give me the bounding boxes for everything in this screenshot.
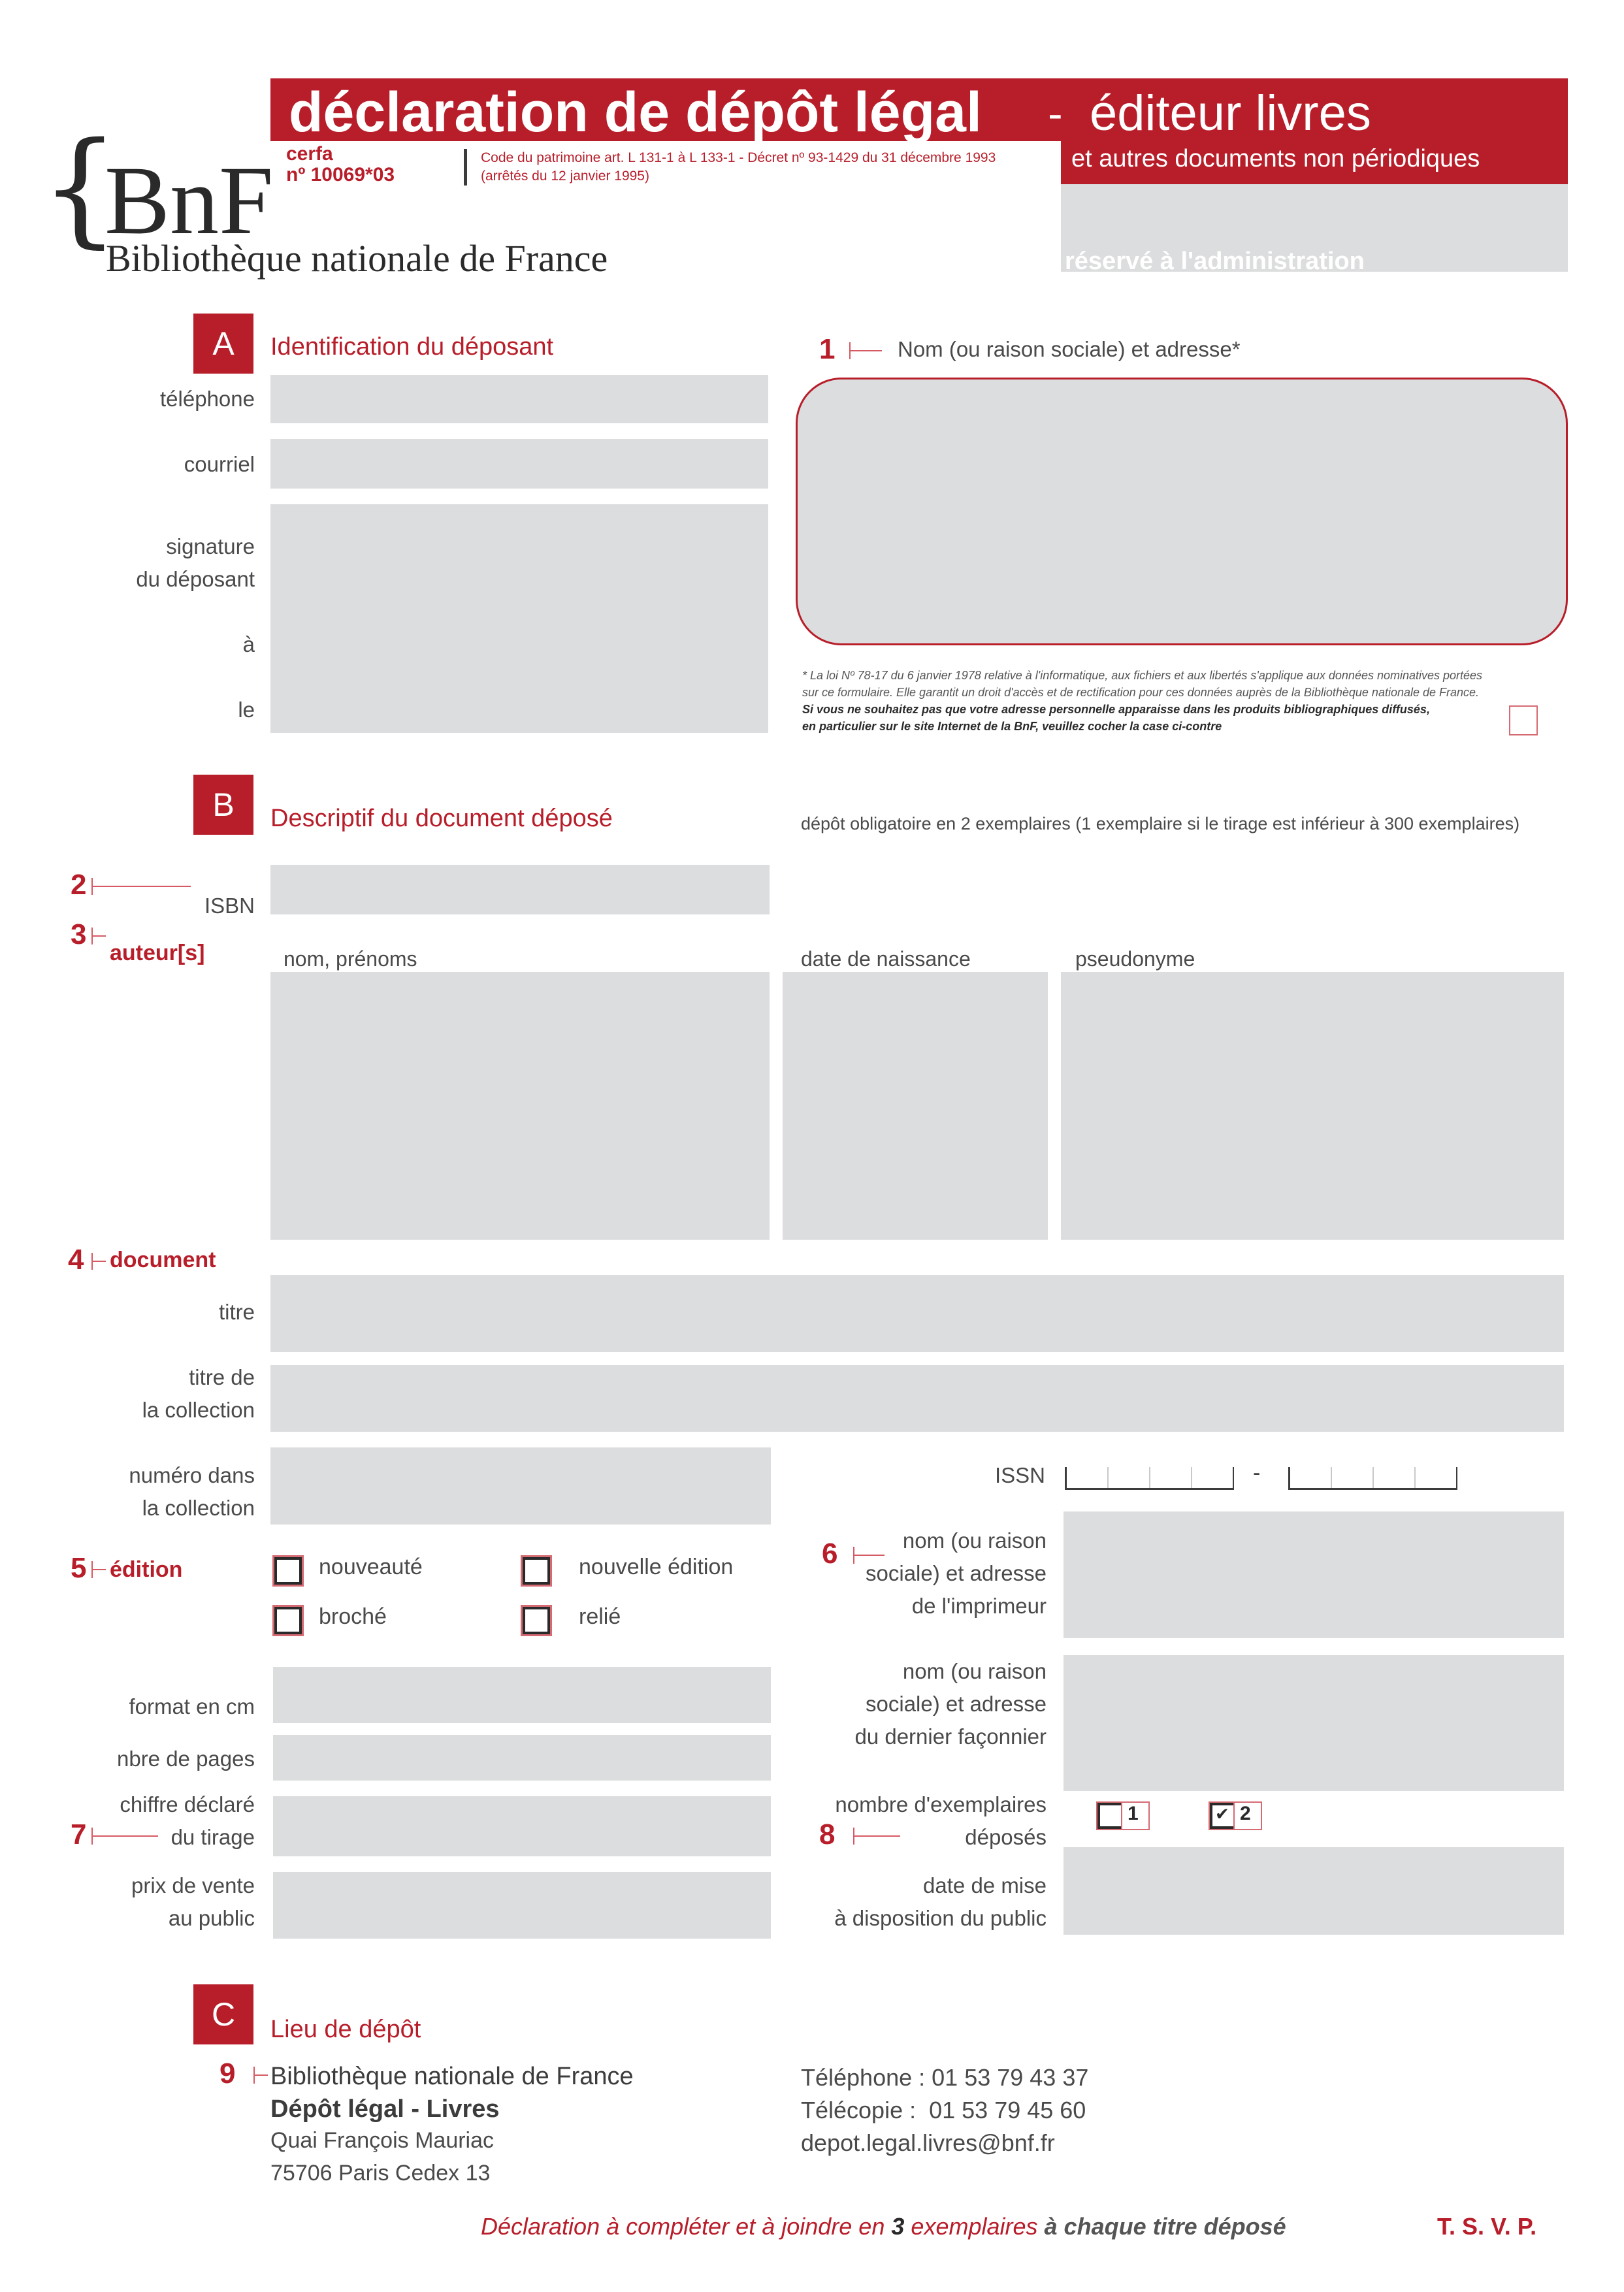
deposit-address-line4: 75706 Paris Cedex 13 [270,2161,491,2186]
copies-option-2-label: 2 [1240,1803,1251,1824]
pages-label: nbre de pages [116,1747,255,1771]
author-name-field[interactable] [270,972,770,1240]
copies-option-1-checkbox[interactable] [1097,1803,1124,1829]
privacy-footnote-4: en particulier sur le site Internet de la BnF, veuillez cocher la case ci-contre [802,720,1222,733]
printer-label-2: sociale) et adresse [866,1561,1047,1585]
isbn-field[interactable] [270,865,770,914]
cerfa-number: nº 10069*03 [286,164,395,186]
form-title: déclaration de dépôt légal [289,81,982,144]
item-7-marker [91,1835,158,1837]
paperback-label: broché [319,1604,387,1629]
privacy-footnote-2: sur ce formulaire. Elle garantit un droit d'accès et de rectification pour ces données auprès de la Bibliothèque nationale de France. [802,686,1480,699]
author-name-header: nom, prénoms [284,947,417,971]
item-5-marker [91,1569,106,1570]
printer-label-1: nom (ou raison [902,1528,1047,1553]
section-a-title: Identification du déposant [270,333,554,361]
section-a-badge: A [193,314,253,374]
authors-label: auteur[s] [110,941,205,965]
deposit-address-line3: Quai François Mauriac [270,2128,495,2153]
item-5-number: 5 [71,1552,87,1584]
legal-code-line2: (arrêtés du 12 janvier 1995) [481,169,649,184]
item-1-marker [849,350,882,351]
deposit-address-line1: Bibliothèque nationale de France [270,2063,634,2090]
price-field[interactable] [273,1872,771,1939]
copies-label-2: déposés [965,1825,1047,1849]
legal-code-line1: Code du patrimoine art. L 131-1 à L 133-1 - Décret nº 93-1429 du 31 décembre 1993 [481,150,996,165]
collection-title-label-1: titre de [189,1365,255,1389]
email-label: courriel [184,452,255,476]
print-run-label-1: chiffre déclaré [120,1792,255,1816]
bound-label: relié [579,1604,621,1629]
place-label: à [242,632,255,656]
item-2-number: 2 [71,869,87,901]
author-birth-header: date de naissance [801,947,971,971]
title-label: titre [218,1300,255,1324]
cerfa-divider [464,149,467,186]
section-b-title: Descriptif du document déposé [270,805,613,832]
new-title-label: nouveauté [319,1555,423,1579]
author-pseudonym-field[interactable] [1061,972,1564,1240]
admin-reserved-label: réservé à l'administration [1065,248,1365,275]
price-label-1: prix de vente [131,1873,255,1897]
printer-label-3: de l'imprimeur [911,1594,1047,1618]
footer-note-part2: exemplaires [911,2213,1038,2240]
logo-acronym: BnF [105,146,274,255]
document-label: document [110,1248,216,1272]
deposit-requirement-note: dépôt obligatoire en 2 exemplaires (1 exemplaire si le tirage est inférieur à 300 exemplaires) [801,814,1520,833]
collection-title-field[interactable] [270,1365,1564,1432]
deposit-address-line2: Dépôt légal - Livres [270,2095,500,2123]
release-date-field[interactable] [1064,1847,1564,1935]
binder-label-2: sociale) et adresse [866,1692,1047,1716]
form-title-sub2: et autres documents non périodiques [1071,145,1480,172]
edition-label: édition [110,1557,183,1582]
item-9-marker [253,2074,268,2076]
item-8-marker [853,1835,900,1837]
section-c-title: Lieu de dépôt [270,2016,421,2043]
depositor-name-address-field[interactable] [796,378,1568,645]
footer-note [481,2213,1286,2240]
binder-label-3: du dernier façonnier [854,1724,1047,1749]
title-field[interactable] [270,1275,1564,1352]
footer-note-count: 3 [891,2213,905,2240]
collection-number-label-2: la collection [142,1496,255,1520]
price-label-2: au public [168,1906,255,1930]
item-4-number: 4 [68,1244,84,1276]
item-3-marker [91,935,106,937]
item-1-number: 1 [819,333,836,365]
privacy-footnote-3: Si vous ne souhaitez pas que votre adresse personnelle apparaisse dans les produits bibliographiques diffusés, [802,703,1430,716]
format-field[interactable] [273,1667,771,1723]
logo-brace: { [41,116,120,260]
release-label-2: à disposition du public [834,1906,1047,1930]
form-title-sub: éditeur livres [1090,86,1371,141]
telephone-label: téléphone [160,387,255,411]
privacy-opt-out-checkbox[interactable] [1509,705,1538,735]
paperback-checkbox[interactable] [274,1607,302,1634]
print-run-field[interactable] [273,1796,771,1856]
printer-field[interactable] [1064,1511,1564,1638]
section-c-badge: C [193,1984,253,2044]
item-9-number: 9 [219,2058,236,2090]
print-run-label-2: du tirage [171,1825,255,1849]
new-title-checkbox[interactable] [274,1557,302,1585]
privacy-footnote-1: * La loi Nº 78-17 du 6 janvier 1978 relative à l'informatique, aux fichiers et aux libertés s'applique aux données nominatives portées [802,669,1483,682]
signature-label-2: du déposant [136,567,255,591]
email-field[interactable] [270,439,768,489]
issn-input-part2[interactable] [1288,1467,1457,1490]
form-title-dash: - [1048,89,1063,138]
collection-title-label-2: la collection [142,1398,255,1422]
author-birth-field[interactable] [783,972,1048,1240]
item-8-number: 8 [819,1818,836,1850]
item-4-marker [91,1261,106,1262]
section-b-badge: B [193,775,253,835]
issn-label: ISSN [994,1463,1045,1487]
copies-label-1: nombre d'exemplaires [835,1792,1047,1816]
binder-field[interactable] [1064,1655,1564,1791]
issn-dash: - [1253,1461,1261,1485]
new-edition-label: nouvelle édition [579,1555,734,1579]
footer-note-part3: à chaque titre déposé [1044,2213,1286,2240]
item-6-number: 6 [822,1538,838,1570]
signature-label-1: signature [166,534,255,558]
new-edition-checkbox[interactable] [523,1557,550,1585]
pages-field[interactable] [273,1735,771,1781]
bound-checkbox[interactable] [523,1607,550,1634]
logo-full-name: Bibliothèque nationale de France [106,237,608,280]
deposit-phone: Téléphone : 01 53 79 43 37 [801,2064,1089,2091]
author-pseudonym-header: pseudonyme [1075,947,1195,971]
isbn-label: ISBN [204,894,255,918]
cerfa-label: cerfa [286,143,333,165]
date-label: le [238,698,255,722]
format-label: format en cm [129,1694,255,1719]
check-mark-icon: ✔ [1215,1804,1229,1824]
deposit-fax: Télécopie : 01 53 79 45 60 [801,2097,1086,2123]
issn-input-part1[interactable] [1065,1467,1234,1490]
depositor-name-label: Nom (ou raison sociale) et adresse* [898,337,1241,361]
telephone-field[interactable] [270,375,768,423]
item-3-number: 3 [71,918,87,950]
item-7-number: 7 [71,1818,87,1850]
item-2-marker [91,886,191,887]
release-label-1: date de mise [923,1873,1047,1897]
binder-label-1: nom (ou raison [902,1659,1047,1683]
footer-note-part1: Déclaration à compléter et à joindre en [481,2213,885,2240]
collection-number-label-1: numéro dans [129,1463,255,1487]
tsvp-label: T. S. V. P. [1437,2213,1537,2240]
signature-field[interactable] [270,504,768,733]
deposit-email-link[interactable]: depot.legal.livres@bnf.fr [801,2129,1055,2156]
copies-option-1-label: 1 [1128,1803,1139,1824]
collection-number-field[interactable] [270,1447,771,1525]
